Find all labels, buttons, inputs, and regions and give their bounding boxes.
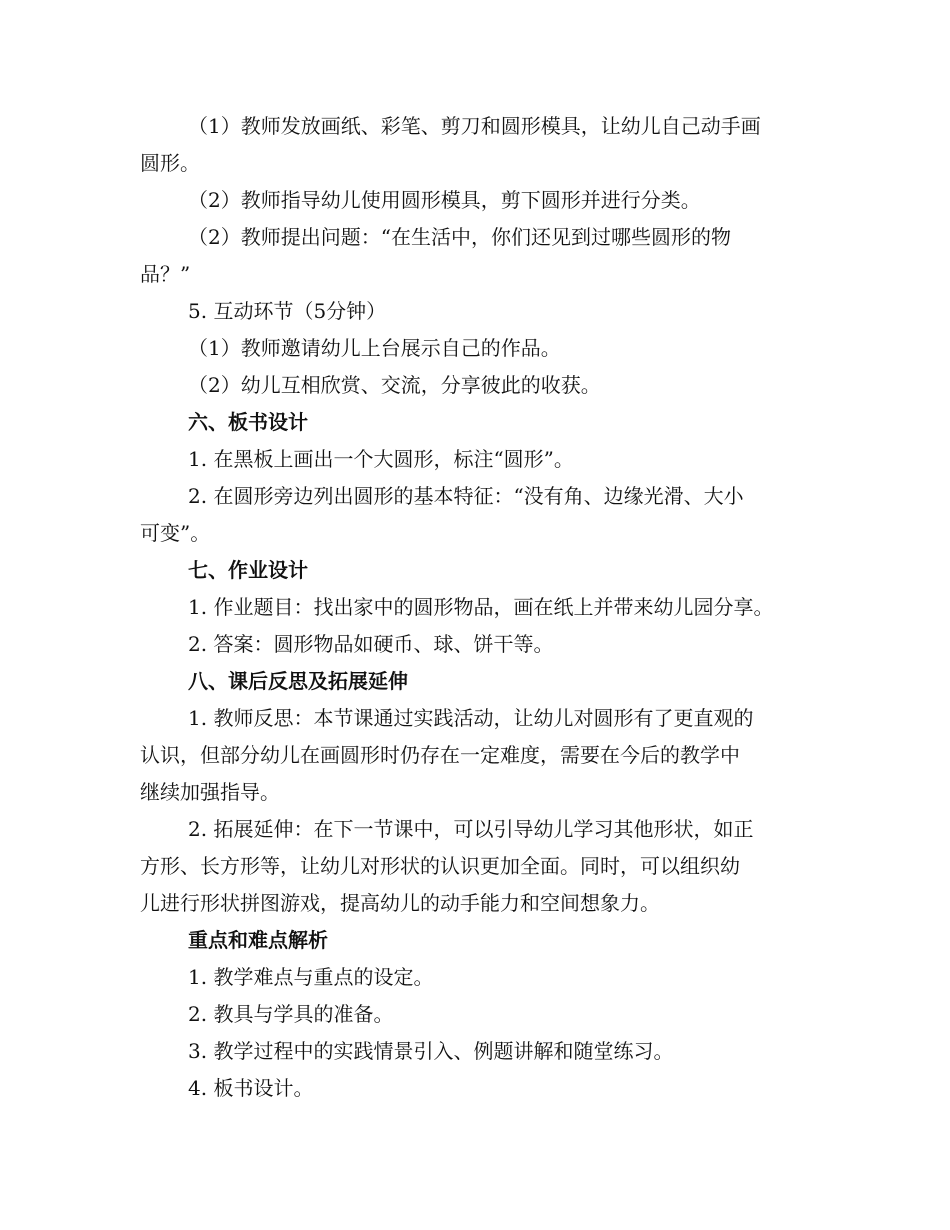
- paragraph-line: 可变”。: [140, 521, 211, 545]
- paragraph-line: 方形、长方形等，让幼儿对形状的认识更加全面。同时，可以组织幼: [140, 854, 740, 878]
- paragraph-line: 继续加强指导。: [140, 780, 280, 804]
- paragraph-line: （1）教师邀请幼儿上台展示自己的作品。: [188, 336, 561, 360]
- section-heading: 六、板书设计: [188, 410, 308, 434]
- paragraph-line: （2）教师提出问题：“在生活中，你们还见到过哪些圆形的物: [188, 225, 731, 249]
- paragraph-line: 圆形。: [140, 151, 200, 175]
- paragraph-line: 认识，但部分幼儿在画圆形时仍存在一定难度，需要在今后的教学中: [140, 743, 740, 767]
- section-heading: 八、课后反思及拓展延伸: [188, 669, 408, 693]
- document-page: [140, 108, 820, 1107]
- numbered-item: 2. 拓展延伸：在下一节课中，可以引导幼儿学习其他形状，如正: [188, 817, 754, 841]
- paragraph-line: 品？”: [140, 262, 191, 286]
- numbered-item: 3. 教学过程中的实践情景引入、例题讲解和随堂练习。: [188, 1039, 674, 1063]
- section-heading: 重点和难点解析: [188, 928, 328, 952]
- numbered-item: 1. 教师反思：本节课通过实践活动，让幼儿对圆形有了更直观的: [188, 706, 754, 730]
- paragraph-line: （1）教师发放画纸、彩笔、剪刀和圆形模具，让幼儿自己动手画: [188, 114, 761, 138]
- paragraph-line: （2）教师指导幼儿使用圆形模具，剪下圆形并进行分类。: [188, 188, 701, 212]
- paragraph-line: 儿进行形状拼图游戏，提高幼儿的动手能力和空间想象力。: [140, 891, 660, 915]
- numbered-item: 2. 在圆形旁边列出圆形的基本特征：“没有角、边缘光滑、大小: [188, 484, 744, 508]
- numbered-item: 2. 答案：圆形物品如硬币、球、饼干等。: [188, 632, 554, 656]
- numbered-item: 5. 互动环节（5分钟）: [188, 299, 387, 323]
- numbered-item: 1. 作业题目：找出家中的圆形物品，画在纸上并带来幼儿园分享。: [188, 595, 774, 619]
- paragraph-line: （2）幼儿互相欣赏、交流，分享彼此的收获。: [188, 373, 601, 397]
- numbered-item: 2. 教具与学具的准备。: [188, 1002, 394, 1026]
- numbered-item: 1. 教学难点与重点的设定。: [188, 965, 434, 989]
- numbered-item: 4. 板书设计。: [188, 1076, 314, 1100]
- section-heading: 七、作业设计: [188, 558, 308, 582]
- numbered-item: 1. 在黑板上画出一个大圆形，标注“圆形”。: [188, 447, 574, 471]
